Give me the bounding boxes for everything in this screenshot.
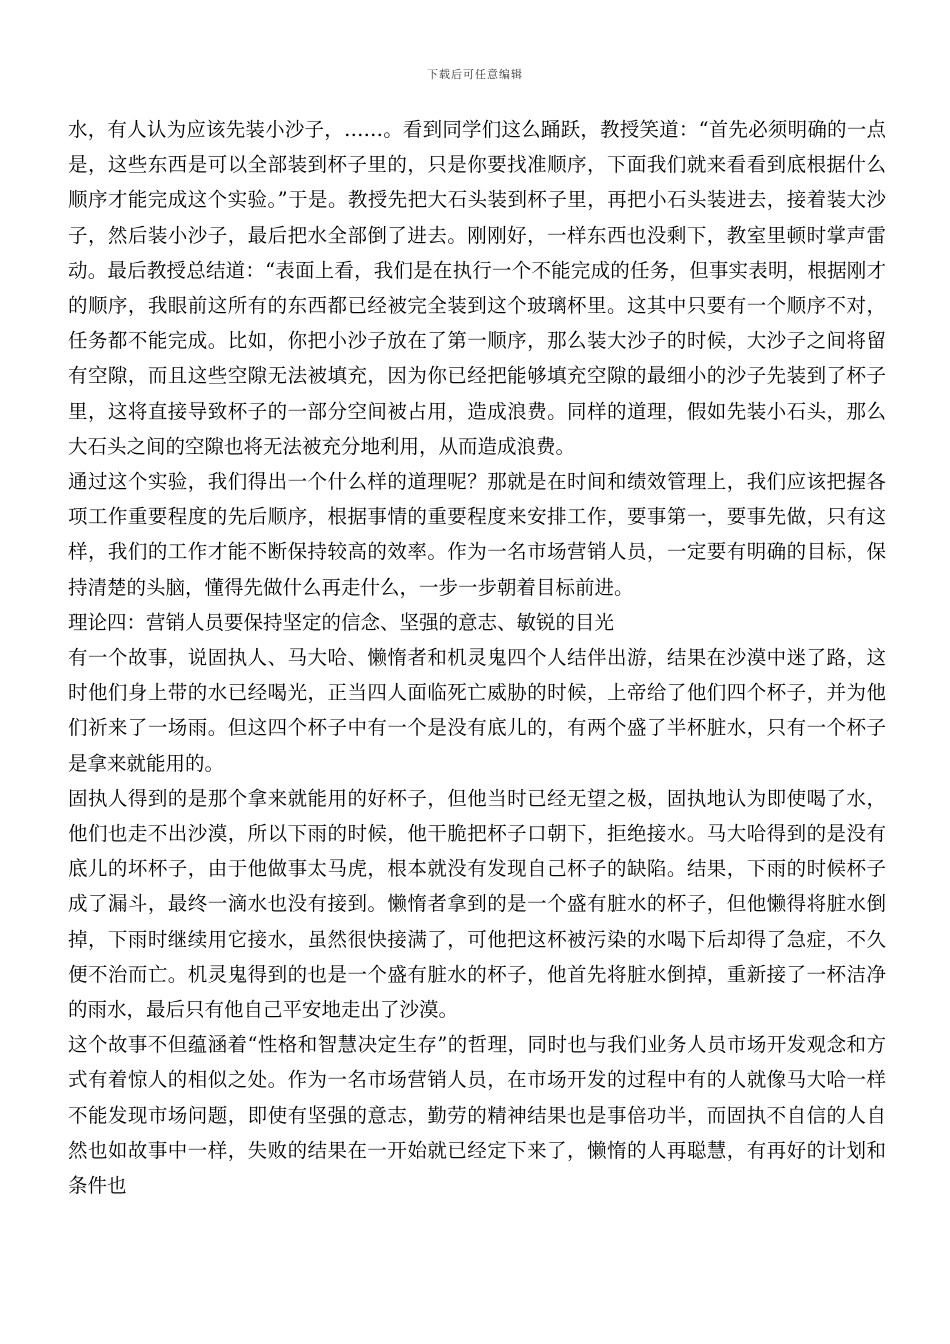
section-heading-theory-four: 理论四：营销人员要保持坚定的信念、坚强的意志、敏锐的目光 (68, 610, 615, 634)
paragraph-experiment-conclusion: 水，有人认为应该先装小沙子，……。看到同学们这么踊跃，教授笑道：“首先必须明确的一点是，这些东西是可以全部装到杯子里的，只是你要找准顺序，下面我们就来看看到底根据什么顺序才能完成这个实验。”于是。教授先把大石头装到杯子里，再把小石头装进去，接着装大沙子，然后装小沙子，最后把水全部倒了进去。刚刚好，一样东西也没剩下，教室里顿时掌声雷动。最后教授总结道：“表面上看，我们是在执行一个不能完成的任务，但事实表明，根据刚才的顺序，我眼前这所有的东西都已经被完全装到这个玻璃杯里。这其中只要有一个顺序不对，任务都不能完成。比如，你把小沙子放在了第一顺序，那么装大沙子的时候，大沙子之间将留有空隙，而且这些空隙无法被填充，因为你已经把能够填充空隙的最细小的沙子先装到了杯子里，这将直接导致杯子的一部分空间被占用，造成浪费。同样的道理，假如先装小石头，那么大石头之间的空隙也将无法被充分地利用，从而造成浪费。 (68, 118, 886, 458)
page-header: 下载后可任意编辑 (427, 68, 523, 81)
document-body (68, 112, 886, 1203)
paragraph-story-meaning: 这个故事不但蕴涵着“性格和智慧决定生存”的哲理，同时也与我们业务人员市场开发观念和方式有着惊人的相似之处。作为一名市场营销人员，在市场开发的过程中有的人就像马大哈一样不能发现市场问题，即使有坚强的意志，勤劳的精神结果也是事倍功半，而固执不自信的人自然也如故事中一样，失败的结果在一开始就已经定下来了，懒惰的人再聪慧，有再好的计划和条件也 (68, 1033, 886, 1198)
paragraph-story-outcomes: 固执人得到的是那个拿来就能用的好杯子，但他当时已经无望之极，固执地认为即使喝了水，他们也走不出沙漠，所以下雨的时候，他干脆把杯子口朝下，拒绝接水。马大哈得到的是没有底儿的坏杯子，由于他做事太马虎，根本就没有发现自己杯子的缺陷。结果，下雨的时候杯子成了漏斗，最终一滴水也没有接到。懒惰者拿到的是一个盛有脏水的杯子，但他懒得将脏水倒掉，下雨时继续用它接水，虽然很快接满了，可他把这杯被污染的水喝下后却得了急症，不久便不治而亡。机灵鬼得到的也是一个盛有脏水的杯子，他首先将脏水倒掉，重新接了一杯洁净的雨水，最后只有他自己平安地走出了沙漠。 (68, 786, 886, 1022)
paragraph-story-intro: 有一个故事，说固执人、马大哈、懒惰者和机灵鬼四个人结伴出游，结果在沙漠中迷了路，这时他们身上带的水已经喝光，正当四人面临死亡威胁的时候，上帝给了他们四个杯子，并为他们祈来了一场雨。但这四个杯子中有一个是没有底儿的，有两个盛了半杯脏水，只有一个杯子是拿来就能用的。 (68, 646, 886, 775)
paragraph-lesson: 通过这个实验，我们得出一个什么样的道理呢？那就是在时间和绩效管理上，我们应该把握各项工作重要程度的先后顺序，根据事情的重要程度来安排工作，要事第一，要事先做，只有这样，我们的工作才能不断保持较高的效率。作为一名市场营销人员，一定要有明确的目标，保持清楚的头脑，懂得先做什么再走什么，一步一步朝着目标前进。 (68, 470, 886, 599)
